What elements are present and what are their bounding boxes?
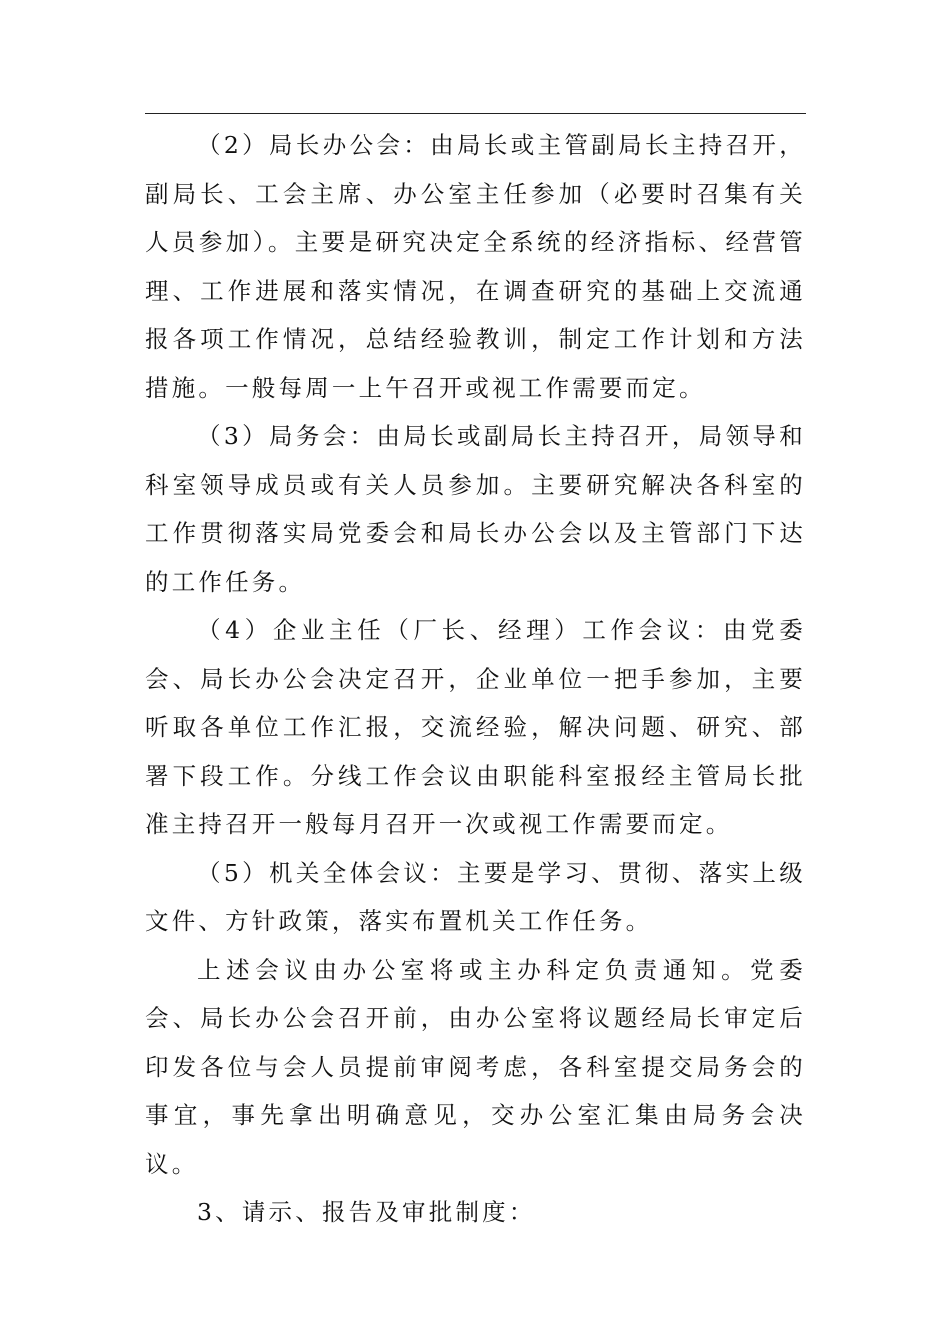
- document-body: [145, 121, 806, 1237]
- section-heading-approval-system: 3、请示、报告及审批制度：: [197, 1198, 536, 1226]
- paragraph-enterprise-director-meeting: （4）企业主任（厂长、经理）工作会议：由党委会、局长办公会决定召开，企业单位一把手参加，主要听取各单位工作汇报，交流经验，解决问题、研究、部署下段工作。分线工作会议由职能科室报经主管局长批准主持召开一般每月召开一次或视工作需要而定。: [145, 616, 806, 838]
- paragraph-bureau-director-office-meeting: （2）局长办公会：由局长或主管副局长主持召开，副局长、工会主席、办公室主任参加（必要时召集有关人员参加）。主要是研究决定全系统的经济指标、经营管理、工作进展和落实情况，在调查研究的基础上交流通报各项工作情况，总结经验教训，制定工作计划和方法措施。一般每周一上午召开或视工作需要而定。: [145, 131, 806, 402]
- paragraph-bureau-affairs-meeting: （3）局务会：由局长或副局长主持召开，局领导和科室领导成员或有关人员参加。主要研究解决各科室的工作贯彻落实局党委会和局长办公会以及主管部门下达的工作任务。: [145, 422, 806, 596]
- paragraph-meeting-notification: 上述会议由办公室将或主办科定负责通知。党委会、局长办公会召开前，由办公室将议题经局长审定后印发各位与会人员提前审阅考虑，各科室提交局务会的事宜，事先拿出明确意见，交办公室汇集由局务会决议。: [145, 955, 806, 1178]
- header-rule: [145, 113, 806, 114]
- paragraph-all-staff-meeting: （5）机关全体会议：主要是学习、贯彻、落实上级文件、方针政策，落实布置机关工作任务。: [145, 858, 806, 935]
